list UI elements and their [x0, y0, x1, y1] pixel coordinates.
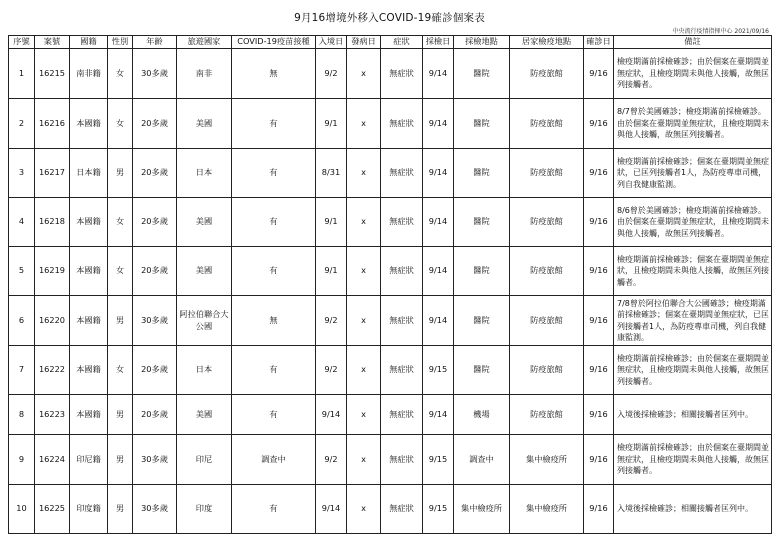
cell-vaccination: 調查中: [232, 435, 316, 485]
cell-nationality: 本國籍: [70, 99, 108, 149]
cell-onset-date: x: [347, 149, 381, 198]
cell-test-location: 集中檢疫所: [454, 485, 510, 534]
cell-case-number: 16215: [35, 49, 70, 99]
table-row: [9, 435, 772, 485]
cell-travel-country: 美國: [177, 99, 232, 149]
cell-symptom: 無症狀: [381, 99, 423, 149]
header-quarantine: 居家檢疫地點: [510, 36, 584, 49]
cell-travel-country: 美國: [177, 198, 232, 247]
cell-age: 20多歲: [133, 149, 177, 198]
cell-quarantine-location: 防疫旅館: [510, 49, 584, 99]
cell-onset-date: x: [347, 395, 381, 435]
cell-age: 20多歲: [133, 99, 177, 149]
header-entry: 入境日: [316, 36, 347, 49]
cell-vaccination: 無: [232, 296, 316, 346]
page-title: 9月16增境外移入COVID-19確診個案表: [294, 12, 485, 24]
cell-nationality: 印尼籍: [70, 435, 108, 485]
cell-entry-date: 9/2: [316, 49, 347, 99]
cell-note: 7/8曾於阿拉伯聯合大公國確診；檢疫期滿前採檢確診；個案在臺期間並無症狀，已匡列接觸者1人，為防疫專車司機，列自我健康監測。: [614, 296, 772, 346]
cell-confirm-date: 9/16: [584, 198, 614, 247]
cell-confirm-date: 9/16: [584, 99, 614, 149]
cell-onset-date: x: [347, 99, 381, 149]
header-onset: 發病日: [347, 36, 381, 49]
cell-travel-country: 美國: [177, 395, 232, 435]
cell-row-number: 5: [9, 247, 35, 296]
cell-age: 20多歲: [133, 395, 177, 435]
cell-row-number: 4: [9, 198, 35, 247]
cell-nationality: 本國籍: [70, 296, 108, 346]
header-country: 旅遊國家: [177, 36, 232, 49]
cell-test-location: 醫院: [454, 149, 510, 198]
cell-age: 30多歲: [133, 296, 177, 346]
cell-onset-date: x: [347, 296, 381, 346]
cell-test-date: 9/14: [423, 149, 454, 198]
table-row: [9, 49, 772, 99]
header-vaccine: COVID-19疫苗接種: [232, 36, 316, 49]
cell-test-location: 醫院: [454, 198, 510, 247]
cell-row-number: 10: [9, 485, 35, 534]
cell-entry-date: 9/1: [316, 198, 347, 247]
cell-confirm-date: 9/16: [584, 346, 614, 395]
cell-case-number: 16217: [35, 149, 70, 198]
cell-symptom: 無症狀: [381, 247, 423, 296]
cell-travel-country: 美國: [177, 247, 232, 296]
cell-vaccination: 有: [232, 395, 316, 435]
cell-test-date: 9/15: [423, 435, 454, 485]
cell-onset-date: x: [347, 346, 381, 395]
cell-age: 20多歲: [133, 346, 177, 395]
cell-age: 30多歲: [133, 49, 177, 99]
cell-quarantine-location: 防疫旅館: [510, 198, 584, 247]
cell-test-date: 9/15: [423, 485, 454, 534]
cell-onset-date: x: [347, 435, 381, 485]
cell-test-date: 9/15: [423, 346, 454, 395]
case-table: [8, 35, 772, 534]
cell-case-number: 16220: [35, 296, 70, 346]
cell-test-date: 9/14: [423, 49, 454, 99]
cell-symptom: 無症狀: [381, 435, 423, 485]
cell-nationality: 日本籍: [70, 149, 108, 198]
cell-note: 檢疫期滿前採檢確診；由於個案在臺期間並無症狀，且檢疫期間未與他人接觸，故無匡列接觸者。: [614, 346, 772, 395]
cell-nationality: 南非籍: [70, 49, 108, 99]
cell-onset-date: x: [347, 247, 381, 296]
cell-test-date: 9/14: [423, 247, 454, 296]
cell-quarantine-location: 防疫旅館: [510, 296, 584, 346]
cell-sex: 男: [108, 149, 133, 198]
cell-vaccination: 無: [232, 49, 316, 99]
cell-entry-date: 9/1: [316, 247, 347, 296]
cell-symptom: 無症狀: [381, 49, 423, 99]
cell-confirm-date: 9/16: [584, 435, 614, 485]
cell-quarantine-location: 防疫旅館: [510, 346, 584, 395]
cell-case-number: 16222: [35, 346, 70, 395]
cell-nationality: 本國籍: [70, 346, 108, 395]
cell-symptom: 無症狀: [381, 198, 423, 247]
cell-confirm-date: 9/16: [584, 247, 614, 296]
cell-sex: 女: [108, 247, 133, 296]
cell-quarantine-location: 防疫旅館: [510, 395, 584, 435]
cell-case-number: 16218: [35, 198, 70, 247]
cell-travel-country: 日本: [177, 149, 232, 198]
table-row: [9, 198, 772, 247]
cell-symptom: 無症狀: [381, 296, 423, 346]
table-header-row: [9, 36, 772, 49]
cell-travel-country: 南非: [177, 49, 232, 99]
header-case: 案號: [35, 36, 70, 49]
cell-entry-date: 9/2: [316, 435, 347, 485]
cell-test-location: 醫院: [454, 346, 510, 395]
cell-test-location: 醫院: [454, 296, 510, 346]
cell-test-date: 9/14: [423, 198, 454, 247]
cell-row-number: 7: [9, 346, 35, 395]
cell-confirm-date: 9/16: [584, 49, 614, 99]
cell-vaccination: 有: [232, 247, 316, 296]
cell-note: 入境後採檢確診；相關接觸者匡列中。: [614, 485, 772, 534]
cell-test-location: 醫院: [454, 99, 510, 149]
cell-note: 檢疫期滿前採檢確診；由於個案在臺期間並無症狀，且檢疫期間未與他人接觸，故無匡列接觸者。: [614, 435, 772, 485]
cell-sex: 男: [108, 435, 133, 485]
header-note: 備註: [614, 36, 772, 49]
cell-note: 8/6曾於美國確診；檢疫期滿前採檢確診。由於個案在臺期間並無症狀，且檢疫期間未與他人接觸，故無匡列接觸者。: [614, 198, 772, 247]
cell-entry-date: 9/14: [316, 485, 347, 534]
cell-note: 8/7曾於美國確診；檢疫期滿前採檢確診。由於個案在臺期間並無症狀，且檢疫期間未與他人接觸，故無匡列接觸者。: [614, 99, 772, 149]
cell-quarantine-location: 集中檢疫所: [510, 485, 584, 534]
cell-row-number: 2: [9, 99, 35, 149]
cell-note: 檢疫期滿前採檢確診；個案在臺期間並無症狀，已匡列接觸者1人，為防疫專車司機，列自我健康監測。: [614, 149, 772, 198]
header-confirm: 確診日: [584, 36, 614, 49]
cell-quarantine-location: 防疫旅館: [510, 247, 584, 296]
cell-symptom: 無症狀: [381, 149, 423, 198]
header-age: 年齡: [133, 36, 177, 49]
cell-row-number: 1: [9, 49, 35, 99]
cell-nationality: 本國籍: [70, 395, 108, 435]
cell-sex: 女: [108, 346, 133, 395]
cell-onset-date: x: [347, 198, 381, 247]
cell-onset-date: x: [347, 485, 381, 534]
cell-age: 30多歲: [133, 485, 177, 534]
cell-symptom: 無症狀: [381, 395, 423, 435]
cell-vaccination: 有: [232, 149, 316, 198]
cell-note: 檢疫期滿前採檢確診；個案在臺期間並無症狀，且檢疫期間未與他人接觸，故無匡列接觸者。: [614, 247, 772, 296]
cell-travel-country: 阿拉伯聯合大公國: [177, 296, 232, 346]
cell-note: 檢疫期滿前採檢確診；由於個案在臺期間並無症狀，且檢疫期間未與他人接觸，故無匡列接觸者。: [614, 49, 772, 99]
header-test-location: 採檢地點: [454, 36, 510, 49]
table-row: [9, 346, 772, 395]
cell-sex: 男: [108, 485, 133, 534]
cell-row-number: 8: [9, 395, 35, 435]
cell-vaccination: 有: [232, 198, 316, 247]
cell-test-location: 機場: [454, 395, 510, 435]
cell-sex: 女: [108, 49, 133, 99]
cell-travel-country: 日本: [177, 346, 232, 395]
cell-symptom: 無症狀: [381, 346, 423, 395]
cell-sex: 女: [108, 198, 133, 247]
cell-vaccination: 有: [232, 99, 316, 149]
cell-entry-date: 9/1: [316, 99, 347, 149]
cell-nationality: 本國籍: [70, 247, 108, 296]
table-row: [9, 485, 772, 534]
cell-case-number: 16225: [35, 485, 70, 534]
cell-entry-date: 9/14: [316, 395, 347, 435]
cell-age: 30多歲: [133, 435, 177, 485]
table-row: [9, 99, 772, 149]
cell-confirm-date: 9/16: [584, 149, 614, 198]
cell-age: 20多歲: [133, 198, 177, 247]
cell-sex: 男: [108, 395, 133, 435]
cell-note: 入境後採檢確診；相關接觸者匡列中。: [614, 395, 772, 435]
cell-test-date: 9/14: [423, 99, 454, 149]
cell-test-date: 9/14: [423, 296, 454, 346]
header-test-date: 採檢日: [423, 36, 454, 49]
cell-vaccination: 有: [232, 485, 316, 534]
header-sex: 性別: [108, 36, 133, 49]
cell-onset-date: x: [347, 49, 381, 99]
cell-quarantine-location: 集中檢疫所: [510, 435, 584, 485]
cell-travel-country: 印尼: [177, 435, 232, 485]
table-row: [9, 149, 772, 198]
cell-sex: 男: [108, 296, 133, 346]
cell-case-number: 16224: [35, 435, 70, 485]
cell-entry-date: 8/31: [316, 149, 347, 198]
header-nationality: 國籍: [70, 36, 108, 49]
cell-sex: 女: [108, 99, 133, 149]
header-symptom: 症狀: [381, 36, 423, 49]
cell-nationality: 本國籍: [70, 198, 108, 247]
cell-case-number: 16216: [35, 99, 70, 149]
cell-test-location: 醫院: [454, 49, 510, 99]
cell-row-number: 6: [9, 296, 35, 346]
cell-test-location: 調查中: [454, 435, 510, 485]
cell-quarantine-location: 防疫旅館: [510, 149, 584, 198]
cell-case-number: 16219: [35, 247, 70, 296]
cell-row-number: 9: [9, 435, 35, 485]
table-row: [9, 395, 772, 435]
cell-confirm-date: 9/16: [584, 296, 614, 346]
cell-travel-country: 印度: [177, 485, 232, 534]
header-no: 序號: [9, 36, 35, 49]
cell-confirm-date: 9/16: [584, 485, 614, 534]
cell-vaccination: 有: [232, 346, 316, 395]
cell-entry-date: 9/2: [316, 346, 347, 395]
cell-entry-date: 9/2: [316, 296, 347, 346]
cell-case-number: 16223: [35, 395, 70, 435]
cell-age: 20多歲: [133, 247, 177, 296]
cell-nationality: 印度籍: [70, 485, 108, 534]
cell-test-date: 9/14: [423, 395, 454, 435]
cell-test-location: 醫院: [454, 247, 510, 296]
table-row: [9, 247, 772, 296]
cell-symptom: 無症狀: [381, 485, 423, 534]
cell-row-number: 3: [9, 149, 35, 198]
table-row: [9, 296, 772, 346]
cell-quarantine-location: 防疫旅館: [510, 99, 584, 149]
source-label: 中央流行疫情指揮中心 2021/09/16: [672, 28, 769, 35]
cell-confirm-date: 9/16: [584, 395, 614, 435]
